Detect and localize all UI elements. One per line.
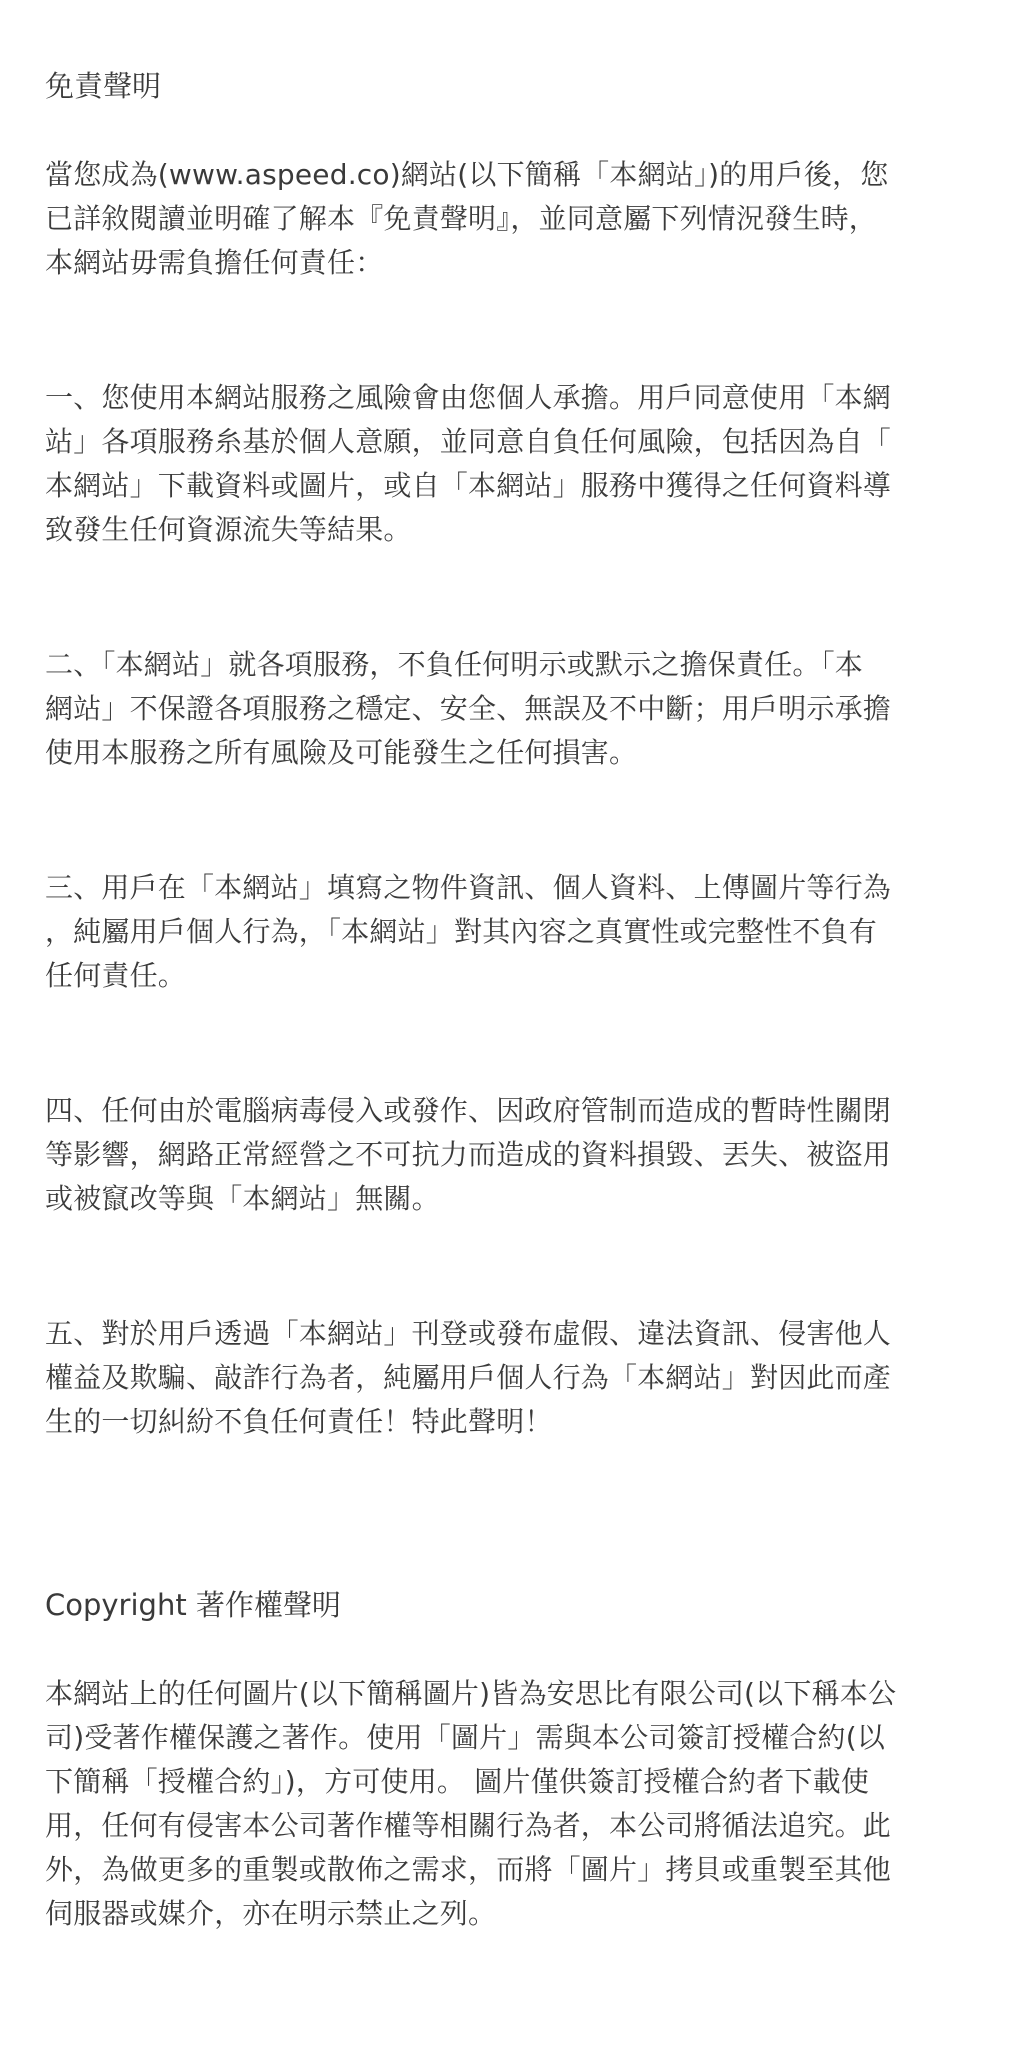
disclaimer-item-3: 三、用戶在「本網站」填寫之物件資訊、個人資料、上傳圖片等行為 ，純屬用戶個人行為，「本網站」對其內容之真實性或完整性不負有 任何責任。 (45, 871, 892, 992)
copyright-body: 本網站上的任何圖片(以下簡稱圖片)皆為安思比有限公司(以下稱本公 司)受著作權保護之著作。使用「圖片」需與本公司簽訂授權合約(以 下簡稱「授權合約」)，方可使用。 圖片僅供簽訂授權合約者下載使 用，任何有侵害本公司著作權等相關行為者，本公司將循法追究。此 外，為做更多的重製或散佈之需求，而將「圖片」拷貝或重製至其他 伺服器或媒介，亦在明示禁止之列。 (45, 1677, 897, 1930)
disclaimer-item-4: 四、任何由於電腦病毒侵入或發作、因政府管制而造成的暫時性關閉 等影響，網路正常經營之不可抗力而造成的資料損毀、丟失、被盜用 或被竄改等與「本網站」無關。 (45, 1094, 892, 1215)
disclaimer-title: 免責聲明 (45, 69, 162, 103)
disclaimer-item-5: 五、對於用戶透過「本網站」刊登或發布虛假、違法資訊、侵害他人 權益及欺騙、敲詐行為者，純屬用戶個人行為「本網站」對因此而產 生的一切糾紛不負任何責任！特此聲明！ (45, 1317, 892, 1438)
disclaimer-item-1: 一、您使用本網站服務之風險會由您個人承擔。用戶同意使用「本網 站」各項服務糸基於個人意願，並同意自負任何風險，包括因為自「 本網站」下載資料或圖片，或自「本網站」服務中獲得之任何資料導 致發生任何資源流失等結果。 (45, 381, 892, 546)
disclaimer-item-2: 二、「本網站」就各項服務，不負任何明示或默示之擔保責任。「本 網站」不保證各項服務之穩定、安全、無誤及不中斷；用戶明示承擔 使用本服務之所有風險及可能發生之任何損害。 (45, 648, 892, 769)
disclaimer-intro: 當您成為(www.aspeed.co)網站(以下簡稱「本網站」)的用戶後，您 已詳敘閱讀並明確了解本『免責聲明』，並同意屬下列情況發生時， 本網站毋需負擔任何責任： (45, 158, 889, 279)
copyright-title: Copyright 著作權聲明 (45, 1588, 341, 1622)
